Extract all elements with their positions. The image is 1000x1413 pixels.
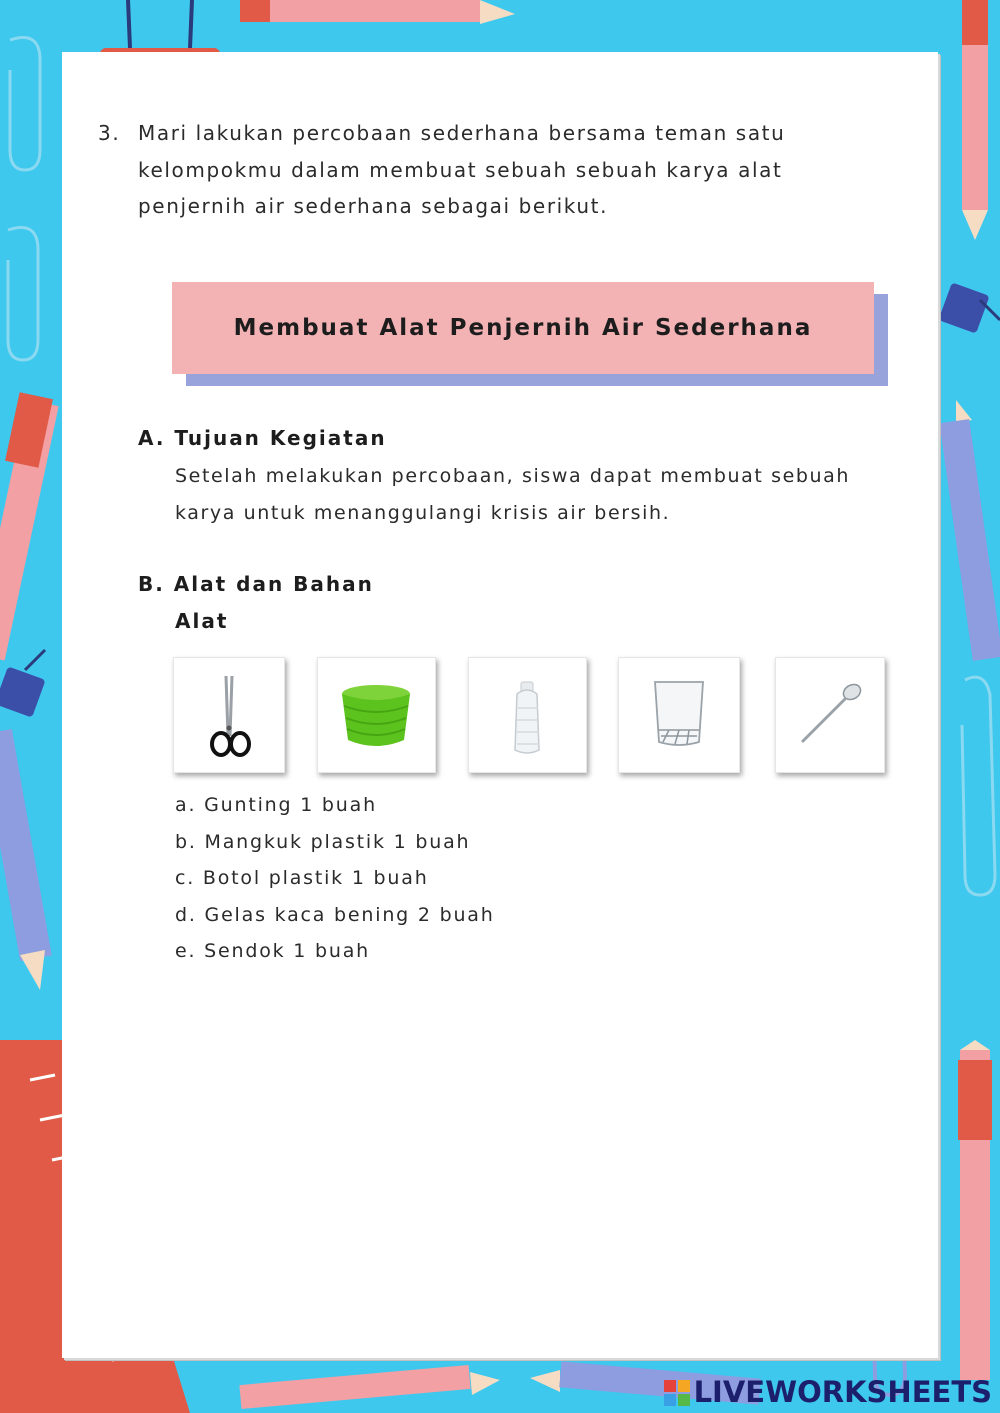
section-a-heading: A. Tujuan Kegiatan xyxy=(138,426,387,450)
pencil-right-mid-icon xyxy=(939,400,1000,661)
bottle-icon xyxy=(469,658,586,772)
binder-clip-right-icon xyxy=(938,282,1000,333)
section-a-body: Setelah melakukan percobaan, siswa dapat membuat sebuah karya untuk menanggulangi krisis air bersih. xyxy=(175,465,851,524)
list-item: d. Gelas kaca bening 2 buah xyxy=(175,903,495,926)
live-badge-icon xyxy=(664,1379,690,1405)
brand-name: LIVEWORKSHEETS xyxy=(693,1375,992,1409)
glass-icon xyxy=(619,658,739,772)
pencil-left-blue-icon xyxy=(0,729,52,990)
pencil-left-upper-icon xyxy=(0,392,59,660)
tool-image-bottle xyxy=(468,657,587,773)
bowl-icon xyxy=(318,658,435,772)
page-title: Membuat Alat Penjernih Air Sederhana xyxy=(172,282,874,374)
list-item: a. Gunting 1 buah xyxy=(175,794,377,816)
spoon-icon xyxy=(776,658,884,772)
paperclip-right-icon xyxy=(962,677,995,895)
tool-image-spoon xyxy=(775,657,885,773)
tool-image-scissors xyxy=(173,657,285,773)
intro-paragraph xyxy=(98,115,878,225)
section-b-heading: B. Alat dan Bahan xyxy=(138,572,374,596)
list-item: b. Mangkuk plastik 1 buah xyxy=(175,830,471,853)
intro-number: 3. xyxy=(98,121,121,145)
pencil-right-top-icon xyxy=(962,0,988,240)
paperclip-left-mid-icon xyxy=(8,228,38,361)
intro-text: Mari lakukan percobaan sederhana bersama teman satu kelompokmu dalam membuat sebuah sebuah karya alat penjernih air sederhana sebagai berikut. xyxy=(138,121,786,218)
liveworksheets-logo xyxy=(664,1375,992,1409)
section-b-subheading: Alat xyxy=(175,609,229,633)
scissors-icon xyxy=(174,658,284,772)
tool-image-bowl xyxy=(317,657,436,773)
list-item: e. Sendok 1 buah xyxy=(175,940,371,963)
pencil-bottom-left-icon xyxy=(239,1365,500,1409)
binder-clip-left-icon xyxy=(0,650,46,718)
paperclip-left-top-icon xyxy=(10,38,40,171)
title-banner xyxy=(172,282,874,374)
list-item: c. Botol plastik 1 buah xyxy=(175,867,429,890)
pencil-top-icon xyxy=(240,0,515,24)
tool-image-glass xyxy=(618,657,740,773)
pencil-right-bottom-icon xyxy=(958,1040,992,1380)
tool-list xyxy=(175,787,495,970)
